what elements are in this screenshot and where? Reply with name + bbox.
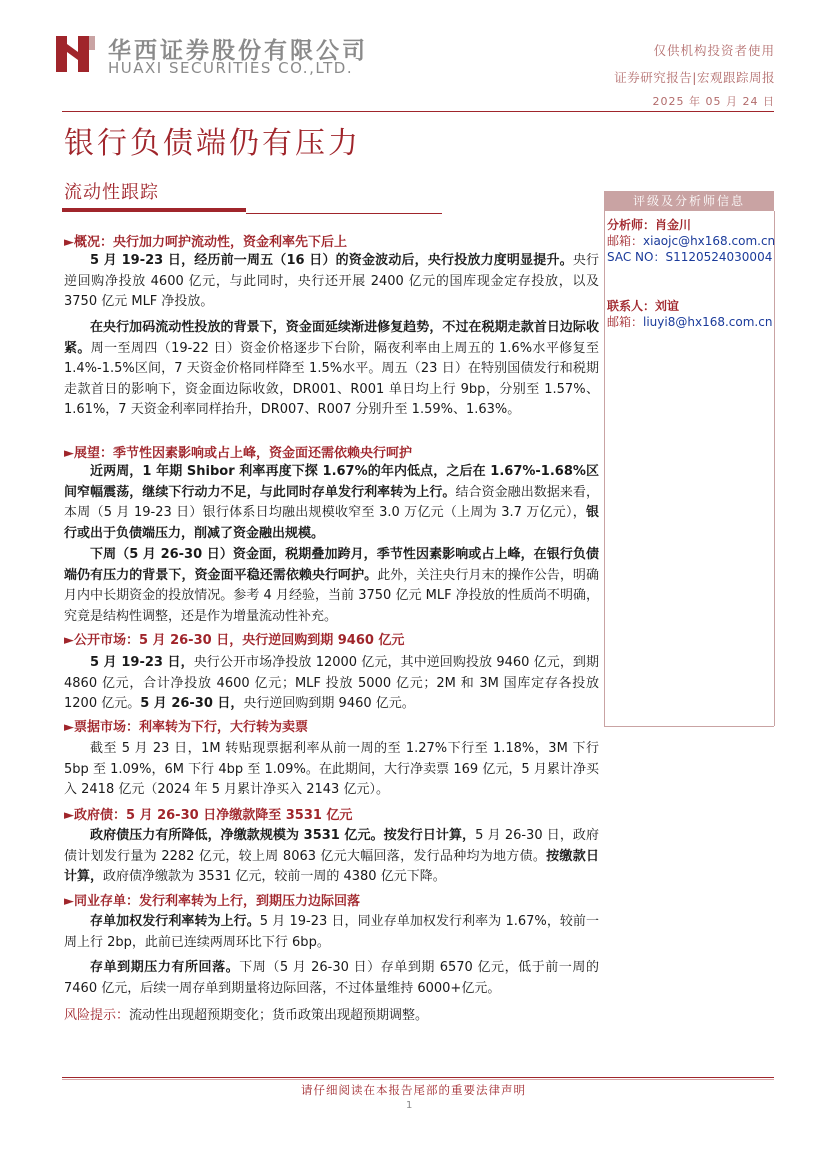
page-number: 1	[406, 1100, 413, 1111]
analyst-panel	[604, 211, 775, 726]
paragraph-ncd-2: 存单到期压力有所回落。下周（5 月 26-30 日）存单到期 6570 亿元，低于前一周的 7460 亿元，后续一周存单到期量将边际回落，不过体量维持 6000+亿元。	[64, 960, 599, 996]
company-name-en: HUAXI SECURITIES CO.,LTD.	[108, 59, 354, 77]
contact-email-row: 邮箱：liuyi8@hx168.com.cn	[607, 315, 773, 329]
section-label: 流动性跟踪	[64, 182, 159, 203]
heading-outlook: ►展望：季节性因素影响或占上峰，资金面还需依赖央行呵护	[64, 446, 412, 461]
header-divider	[62, 111, 774, 112]
paragraph-outlook-2: 下周（5 月 26-30 日）资金面，税期叠加跨月，季节性因素影响或占上峰，在银行负债端仍有压力的背景下，资金面平稳还需依赖央行呵护。此外，关注央行月末的操作公告，明确月内中长期资金的投放情况。参考 4 月经验，当前 3750 亿元 MLF 净投放的性质尚不明确，究竟是结构性调整，还是作为增量流动性补充。	[64, 547, 599, 624]
analyst-name: 分析师：肖金川	[607, 218, 692, 232]
paragraph-outlook-1: 近两周，1 年期 Shibor 利率再度下探 1.67%的年内低点，之后在 1.67%-1.68%区间窄幅震荡，继续下行动力不足，与此同时存单发行利率转为上行。结合资金融出数据来看，本周（5 月 19-23 日）银行体系日均融出规模收窄至 3.0 万亿元（上周为 3.7 万亿元），银行或出于负债端压力，削减了资金融出规模。	[64, 464, 599, 541]
report-type: 证券研究报告|宏观跟踪周报	[614, 70, 775, 85]
paragraph-overview-2: 在央行加码流动性投放的背景下，资金面延续渐进修复趋势，不过在税期走款首日边际收紧。周一至周四（19-22 日）资金价格逐步下台阶，隔夜利率由上周五的 1.6%水平修复至 1.4%-1.5%区间，7 天资金价格同样降至 1.5%水平。周五（23 日）在特别国债发行和税期走款首日的影响下，资金面边际收敛，DR001、R001 单日均上行 9bp，分别至 1.57%、1.61%，7 天资金利率同样抬升，DR007、R007 分别升至 1.59%、1.63%。	[64, 320, 599, 418]
company-name-cn: 华西证券股份有限公司	[108, 38, 368, 64]
footer-divider	[62, 1077, 774, 1078]
sac-number: S1120524030004	[665, 250, 773, 264]
contact-email[interactable]: liuyi8@hx168.com.cn	[643, 315, 773, 329]
paragraph-ncd-1: 存单加权发行利率转为上行。5 月 19-23 日，同业存单加权发行利率为 1.67%，较前一周上行 2bp，此前已连续两周环比下行 6bp。	[64, 914, 599, 950]
heading-bill-market: ►票据市场：利率转为下行，大行转为卖票	[64, 720, 308, 735]
analyst-email[interactable]: xiaojc@hx168.com.cn	[643, 234, 776, 248]
audience-note: 仅供机构投资者使用	[653, 43, 775, 58]
analyst-email-row: 邮箱：xiaojc@hx168.com.cn	[607, 234, 776, 248]
page-title: 银行负债端仍有压力	[64, 126, 361, 161]
analyst-panel-bottom	[604, 726, 774, 727]
contact-name: 联系人：刘谊	[607, 299, 680, 313]
sac-row: SAC NO：S1120524030004	[607, 250, 773, 264]
footer-divider-secondary	[62, 1079, 774, 1080]
heading-open-market: ►公开市场：5 月 26-30 日，央行逆回购到期 9460 亿元	[64, 633, 405, 648]
report-date: 2025 年 05 月 24 日	[652, 95, 775, 108]
section-underline-thin	[246, 213, 442, 214]
risk-warning: 风险提示：流动性出现超预期变化；货币政策出现超预期调整。	[64, 1008, 429, 1023]
paragraph-gov-bonds: 政府债压力有所降低，净缴款规模为 3531 亿元。按发行日计算，5 月 26-30 日，政府债计划发行量为 2282 亿元，较上周 8063 亿元大幅回落，发行品种均为地方债。按缴款日计算，政府债净缴款为 3531 亿元，较前一周的 4380 亿元下降。	[64, 828, 599, 885]
heading-gov-bonds: ►政府债：5 月 26-30 日净缴款降至 3531 亿元	[64, 808, 353, 823]
paragraph-open-market: 5 月 19-23 日，央行公开市场净投放 12000 亿元，其中逆回购投放 9460 亿元，到期 4860 亿元，合计净投放 4600 亿元；MLF 投放 5000 亿元；2M 和 3M 国库定存各投放 1200 亿元。5 月 26-30 日，央行逆回购到期 9460 亿元。	[64, 655, 600, 712]
huaxi-logo-icon	[56, 32, 98, 74]
footer-disclaimer: 请仔细阅读在本报告尾部的重要法律声明	[301, 1083, 526, 1097]
analyst-panel-heading: 评级及分析师信息	[604, 191, 774, 211]
section-underline	[62, 208, 246, 212]
paragraph-bill-market: 截至 5 月 23 日，1M 转贴现票据利率从前一周的至 1.27%下行至 1.18%，3M 下行 5bp 至 1.09%，6M 下行 4bp 至 1.09%。在此期间，大行净卖票 169 亿元，5 月累计净买入 2418 亿元（2024 年 5 月累计净买入 2143 亿元）。	[64, 741, 599, 798]
paragraph-overview-1: 5 月 19-23 日，经历前一周五（16 日）的资金波动后，央行投放力度明显提升。央行逆回购净投放 4600 亿元，与此同时，央行还开展 2400 亿元的国库现金定存投放，以及 3750 亿元 MLF 净投放。	[64, 253, 599, 310]
heading-overview: ►概况：央行加力呵护流动性，资金利率先下后上	[64, 235, 347, 250]
heading-ncd: ►同业存单：发行利率转为上行，到期压力边际回落	[64, 894, 360, 909]
